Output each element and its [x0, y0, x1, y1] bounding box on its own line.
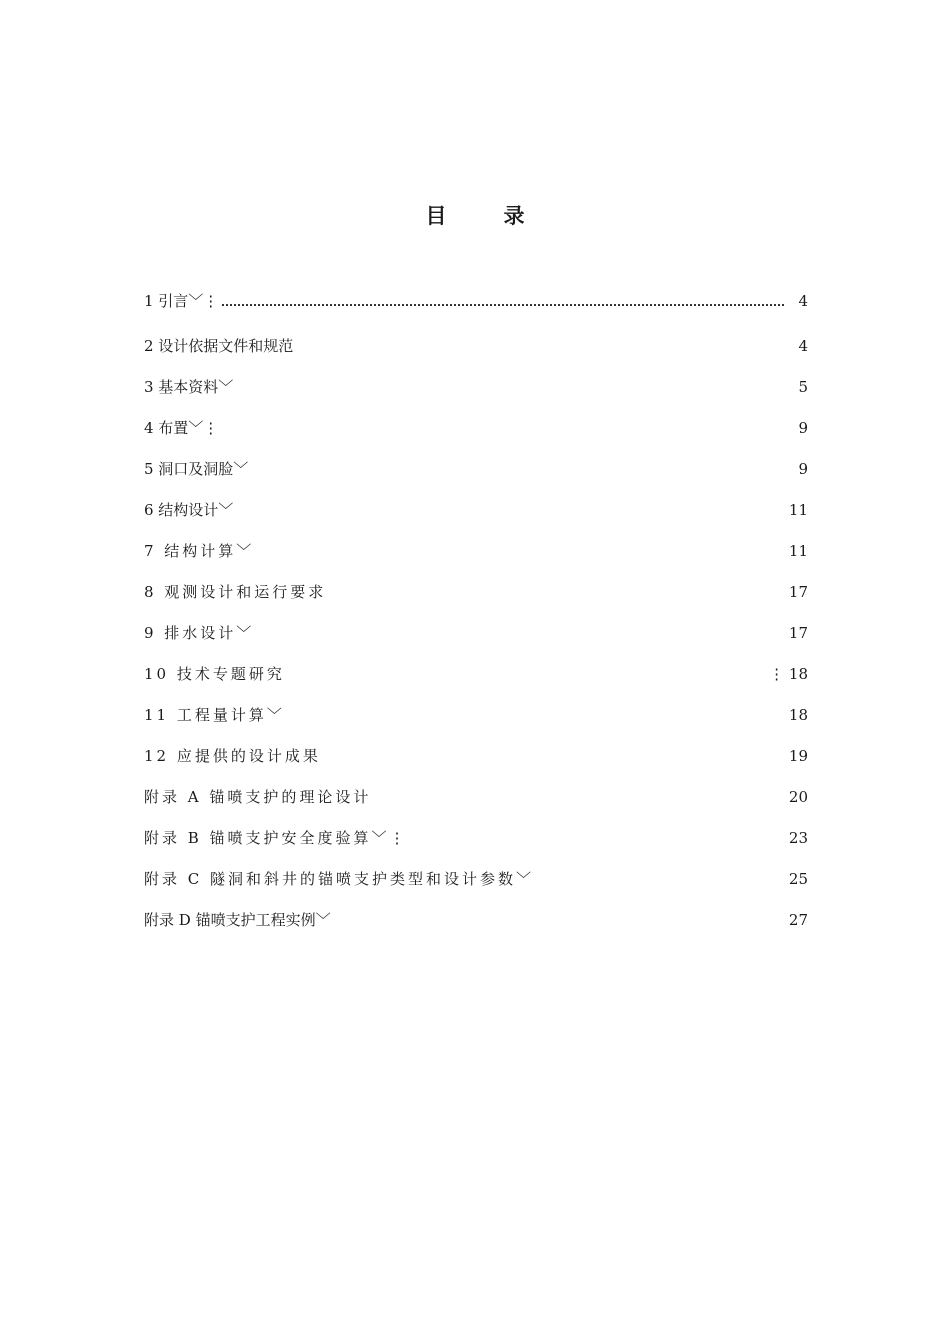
toc-entry-label: 7 结构计算﹀ — [144, 542, 255, 560]
toc-entry-appendix-d[interactable] — [144, 899, 808, 940]
toc-entry-label: 2 设计依据文件和规范 — [144, 337, 294, 355]
toc-entry-11[interactable] — [144, 694, 808, 735]
toc-entry-3[interactable] — [144, 366, 808, 407]
toc-entry-page: 20 — [788, 787, 808, 806]
toc-entry-label: 4 布置﹀⋮ — [144, 419, 219, 437]
toc-entry-appendix-a[interactable] — [144, 776, 808, 817]
toc-entry-label: 12 应提供的设计成果 — [144, 747, 321, 765]
toc-entry-10[interactable] — [144, 653, 808, 694]
toc-entry-label: 附录 C 隧洞和斜井的锚喷支护类型和设计参数﹀ — [144, 870, 535, 888]
toc-entry-page: 5 — [798, 377, 808, 396]
toc-entry-label: 10 技术专题研究 — [144, 665, 285, 683]
table-of-contents — [144, 284, 808, 940]
toc-entry-label: 11 工程量计算﹀ — [144, 706, 285, 724]
toc-entry-appendix-c[interactable] — [144, 858, 808, 899]
toc-entry-label: 9 排水设计﹀ — [144, 624, 255, 642]
toc-entry-4[interactable] — [144, 407, 808, 448]
toc-entry-page: 19 — [788, 746, 808, 765]
dot-leader — [222, 304, 784, 306]
toc-entry-page: 18 — [788, 705, 808, 724]
toc-entry-label: 1 引言﹀⋮ — [144, 292, 219, 310]
toc-entry-page: 9 — [798, 459, 808, 478]
toc-entry-page: 17 — [788, 582, 808, 601]
toc-entry-label: 6 结构设计﹀ — [144, 501, 234, 519]
toc-entry-label: 附录 A 锚喷支护的理论设计 — [144, 788, 372, 806]
toc-entry-label: 5 洞口及洞脸﹀ — [144, 460, 249, 478]
toc-entry-page: 4 — [798, 291, 808, 310]
toc-entry-label: 附录 B 锚喷支护安全度验算﹀⋮ — [144, 829, 408, 847]
toc-entry-page: 4 — [798, 336, 808, 355]
toc-entry-page: ⋮ 18 — [769, 664, 808, 683]
toc-entry-page: 25 — [788, 869, 808, 888]
toc-entry-label: 8 观测设计和运行要求 — [144, 583, 327, 601]
toc-entry-appendix-b[interactable] — [144, 817, 808, 858]
toc-entry-page: 9 — [798, 418, 808, 437]
toc-entry-label: 附录 D 锚喷支护工程实例﹀ — [144, 911, 331, 929]
toc-entry-2[interactable] — [144, 325, 808, 366]
toc-entry-9[interactable] — [144, 612, 808, 653]
toc-entry-page: 17 — [788, 623, 808, 642]
toc-entry-label: 3 基本资料﹀ — [144, 378, 234, 396]
toc-entry-6[interactable] — [144, 489, 808, 530]
toc-entry-8[interactable] — [144, 571, 808, 612]
toc-entry-page: 11 — [788, 500, 808, 519]
toc-entry-5[interactable] — [144, 448, 808, 489]
toc-entry-1[interactable] — [144, 284, 808, 317]
toc-entry-12[interactable] — [144, 735, 808, 776]
toc-entry-page: 23 — [788, 828, 808, 847]
page-title: 目 录 — [425, 203, 543, 228]
toc-entry-page: 11 — [788, 541, 808, 560]
toc-entry-7[interactable] — [144, 530, 808, 571]
toc-entry-page: 27 — [788, 910, 808, 929]
